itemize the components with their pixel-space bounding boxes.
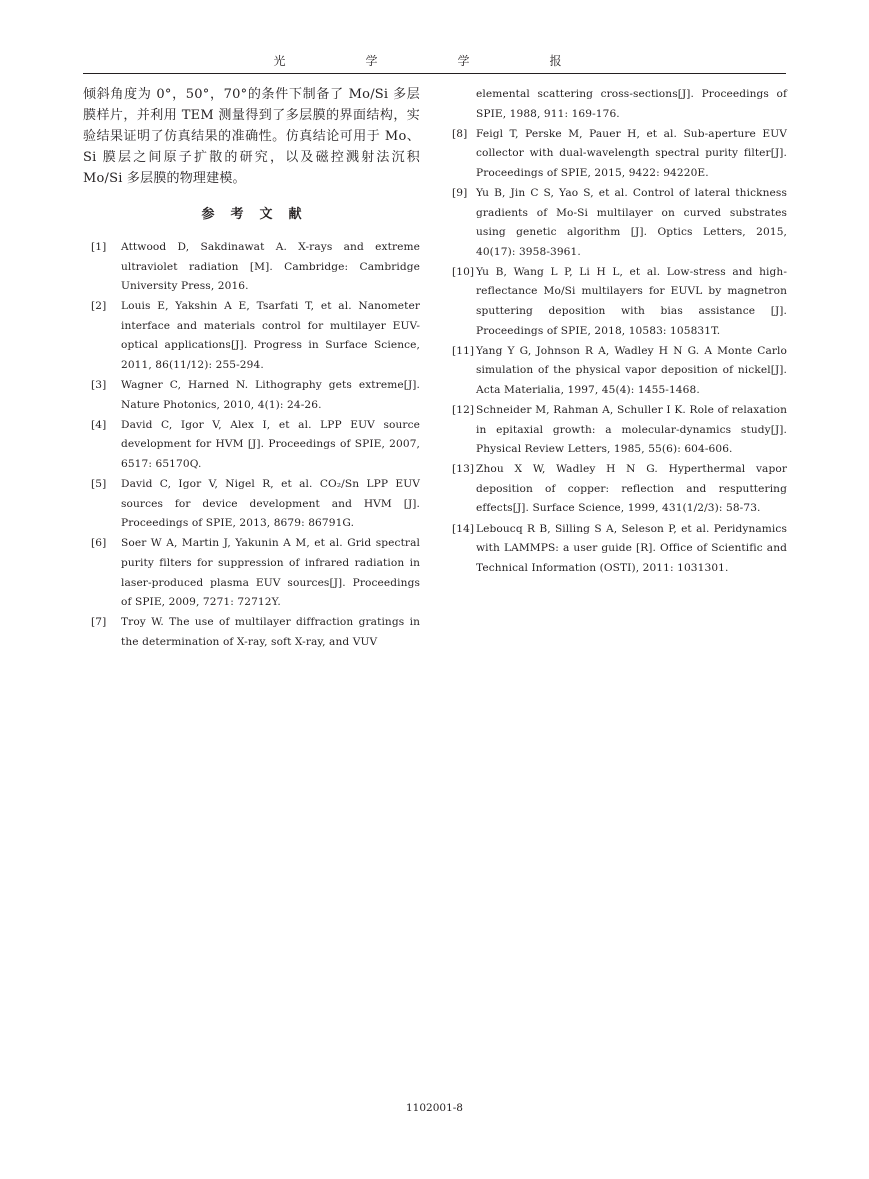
reference-text: Yu B, Jin C S, Yao S, et al. Control of lateral thickness gradients of Mo-Si multilayer on curved substrates using genetic algorithm [J]. Optics Letters, 2015, 40(17): 3958-3961. <box>476 186 787 258</box>
reference-number: [6] <box>91 537 107 550</box>
reference-item <box>83 613 420 652</box>
reference-number: [10] <box>452 265 475 278</box>
reference-item <box>83 297 420 375</box>
reference-text: Feigl T, Perske M, Pauer H, et al. Sub-aperture EUV collector with dual-wavelength spectral purity filter[J]. Proceedings of SPIE, 2015, 9422: 94220E. <box>476 127 787 179</box>
reference-number: [13] <box>452 463 475 476</box>
reference-number: [11] <box>452 344 475 357</box>
reference-item <box>83 238 420 297</box>
reference-text: Soer W A, Martin J, Yakunin A M, et al. Grid spectral purity filters for suppression of infrared radiation in laser-produced plasma EUV sources[J]. Proceedings of SPIE, 2009, 7271: 72712Y. <box>121 537 420 609</box>
reference-item <box>450 342 787 401</box>
conclusion-paragraph: 倾斜角度为 0°，50°，70°的条件下制备了 Mo/Si 多层膜样片，并利用 TEM 测量得到了多层膜的界面结构，实验结果证明了仿真结果的准确性。仿真结论可用于 Mo、Si 膜层之间原子扩散的研究，以及磁控溅射法沉积 Mo/Si 多层膜的物理建模。 <box>83 87 420 186</box>
page-number: 1102001-8 <box>406 1102 463 1114</box>
reference-text: Yang Y G, Johnson R A, Wadley H N G. A Monte Carlo simulation of the physical vapor deposition of nickel[J]. Acta Materialia, 1997, 45(4): 1455-1468. <box>476 344 787 396</box>
reference-number: [8] <box>452 127 468 140</box>
references-heading: 参考文献 <box>201 207 318 222</box>
header-rule <box>83 73 786 74</box>
reference-text: Zhou X W, Wadley H N G. Hyperthermal vapor deposition of copper: reflection and resputtering effects[J]. Surface Science, 1999, 431(1/2/3): 58-73. <box>476 463 787 515</box>
reference-item <box>450 460 787 519</box>
reference-continuation: elemental scattering cross-sections[J]. Proceedings of SPIE, 1988, 911: 169-176. <box>476 88 787 120</box>
reference-number: [7] <box>91 616 107 629</box>
reference-list-left <box>83 238 420 652</box>
reference-number: [12] <box>452 404 475 416</box>
reference-text: David C, Igor V, Nigel R, et al. CO₂/Sn LPP EUV sources for device development and HVM [J]. Proceedings of SPIE, 2013, 8679: 86791G. <box>121 478 420 530</box>
reference-number: [14] <box>452 522 475 535</box>
reference-item <box>450 401 787 460</box>
reference-item <box>83 475 420 534</box>
reference-number: [2] <box>91 300 107 313</box>
left-column <box>83 84 420 653</box>
reference-number: [4] <box>91 418 107 431</box>
reference-text: David C, Igor V, Alex I, et al. LPP EUV source development for HVM [J]. Proceedings of SPIE, 2007, 6517: 65170Q. <box>121 418 420 471</box>
reference-text: Yu B, Wang L P, Li H L, et al. Low-stress and high-reflectance Mo/Si multilayers for EUVL by magnetron sputtering deposition with bias assistance [J]. Proceedings of SPIE, 2018, 10583: 105831T. <box>476 265 787 337</box>
reference-item <box>83 534 420 612</box>
reference-text: Schneider M, Rahman A, Schuller I K. Role of relaxation in epitaxial growth: a molecular-dynamics study[J]. Physical Review Letters, 1985, 55(6): 604-606. <box>476 404 787 456</box>
reference-number: [9] <box>452 186 468 199</box>
reference-number: [5] <box>91 478 107 491</box>
reference-item <box>83 416 420 475</box>
reference-text: Leboucq R B, Silling S A, Seleson P, et al. Peridynamics with LAMMPS: a user guide [R]. Office of Scientific and Technical Information (OSTI), 2011: 1031301. <box>476 522 787 574</box>
reference-list-right <box>450 125 787 579</box>
reference-text: Attwood D, Sakdinawat A. X-rays and extreme ultraviolet radiation [M]. Cambridge: Cambridge University Press, 2016. <box>121 241 420 293</box>
reference-item <box>450 263 787 341</box>
reference-item <box>450 125 787 184</box>
reference-item <box>450 520 787 579</box>
reference-number: [1] <box>91 241 107 253</box>
reference-text: Louis E, Yakshin A E, Tsarfati T, et al. Nanometer interface and materials control for multilayer EUV-optical applications[J]. Progress in Surface Science, 2011, 86(11/12): 255-294. <box>121 300 420 372</box>
reference-item <box>83 376 420 415</box>
journal-running-head: 光 学 学 报 <box>273 54 596 68</box>
reference-item <box>450 184 787 262</box>
reference-text: Wagner C, Harned N. Lithography gets extreme[J]. Nature Photonics, 2010, 4(1): 24-26. <box>121 379 420 411</box>
reference-text: Troy W. The use of multilayer diffraction gratings in the determination of X-ray, soft X-ray, and VUV <box>121 616 420 648</box>
reference-number: [3] <box>91 379 107 392</box>
right-column <box>450 85 787 579</box>
